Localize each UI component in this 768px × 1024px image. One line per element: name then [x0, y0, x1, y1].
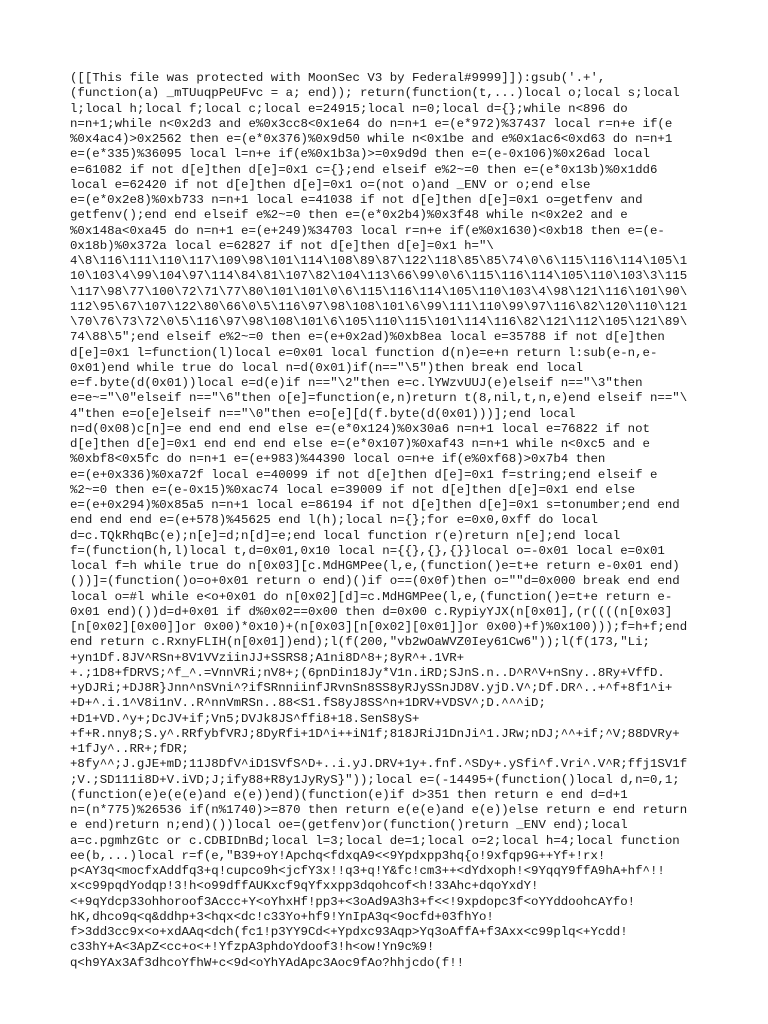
code-line: end return c.RxnyFLIH(n[0x01])end);l(f(200,"vb2wOaWVZ0Iey61Cw6"));l(f(173,"Li; [70, 635, 650, 650]
code-line: ;V.;SD111i8D+V.iVD;J;ify88+R8y1JyRyS}"));local e=(-14495+(function()local d,n=0,1; [70, 772, 680, 787]
code-line: 112\95\67\107\122\80\66\0\5\116\97\98\108\101\6\99\111\110\99\97\116\82\120\110\121 [70, 299, 688, 314]
code-line: 0x01 end)())d=d+0x01 if d%0x02==0x00 then d=0x00 c.RypiyYJX(n[0x01],(r((((n[0x03] [70, 604, 673, 619]
code-line: e=(e*335)%36095 local l=n+e if(e%0x1b3a)>=0x9d9d then e=(e-0x106)%0x26ad local [70, 147, 650, 162]
code-line: end end end e=(e+578)%45625 end l(h);local n={};for e=0x0,0xff do local [70, 513, 598, 528]
code-line: e=61082 if not d[e]then d[e]=0x1 c={};end elseif e%2~=0 then e=(e*0x13b)%0x1dd6 [70, 162, 658, 177]
code-line: +yDJRi;+DJ8R}Jnn^nSVni^?ifSRnniinfJRvnSn8SS8yRJySSnJD8V.yjD.V^;Df.DR^..+^f+8f1^i+ [70, 681, 673, 695]
code-line: c33hY+A<3ApZ<cc+o<+!YfzpA3phdoYdoof3!h<ow!Yn9c%9! [70, 940, 435, 955]
code-line: f>3dd3cc9x<o+xdAAq<dch(fc1!p3YY9Cd<+Ypdxc93Aqp>Yq3oAffA+f3Axx<c99plq<+Ycdd! [70, 925, 628, 939]
code-line: 4"then e=o[e]elseif n=="\0"then e=o[e][d(f.byte(d(0x01)))];end local [70, 406, 576, 421]
code-line: a=c.pgmhzGtc or c.CDBIDnBd;local l=3;local de=1;local o=2;local h=4;local function [70, 833, 680, 848]
code-line: \117\98\77\100\72\71\77\80\101\101\0\6\115\116\114\105\110\103\4\98\121\116\101\90\ [70, 284, 688, 299]
code-line: x<c99pqdYodqp!3!h<o99dffAUKxcf9qYfxxpp3dqohcof<h!33Ahc+dqoYxdY! [70, 879, 539, 894]
code-line: d[e]then d[e]=0x1 end end end else e=(e*0x107)%0xaf43 n=n+1 while n<0xc5 and e [70, 437, 650, 451]
code-line: %0x148a<0xa45 do n=n+1 e=(e+249)%34703 local r=n+e if(e%0x1630)<0xb18 then e=(e- [70, 223, 665, 238]
code-line: (function(e)e(e(e)and e(e))end)(function(e)if d>351 then return e end d=d+1 [70, 787, 628, 802]
code-line: 0x01)end while true do local n=d(0x01)if(n=="\5")then break end local [70, 360, 584, 375]
code-line: ())]=(function()o=o+0x01 return o end)()if o==(0x0f)then o=""d=0x000 break end end [70, 574, 680, 589]
code-line: \70\76\73\72\0\5\116\97\98\108\101\6\105\110\115\101\114\116\82\121\112\105\121\89\ [70, 315, 688, 329]
code-line: +f+R.nny8;S.y^.RRfybfVRJ;8DyRfi+1D^i++iN1f;818JRiJ1DnJi^1.JRw;nDJ;^^+if;^V;88DVRy+ [70, 726, 680, 741]
code-line: e=(e*0x2e8)%0xb733 n=n+1 local e=41038 if not d[e]then d[e]=0x1 o=getfenv and [70, 193, 643, 207]
code-line: d=c.TQkRhqBc(e);n[e]=d;n[d]=e;end local function r(e)return n[e];end local [70, 528, 621, 543]
code-line: +.;1D8+fDRVS;^f_^.=VnnVRi;nV8+;(6pnDin18Jy*V1n.iRD;SJnS.n..D^R^V+nSny..8Ry+VffD. [70, 665, 665, 680]
code-line: n=(n*775)%26536 if(n%1740)>=870 then return e(e(e)and e(e))else return e end return [70, 803, 688, 817]
code-line: n=d(0x08)c[n]=e end end end else e=(e*0x124)%0x30a6 n=n+1 local e=76822 if not [70, 421, 650, 436]
code-line: e=e~="\0"elseif n=="\6"then o[e]=function(e,n)return t(8,nil,t,n,e)end elseif n=="\ [70, 391, 688, 406]
code-line: +D1+VD.^y+;DcJV+if;Vn5;DVJk8JS^ffi8+18.SenS8yS+ [70, 711, 420, 726]
code-line: p<AY3q<mocfxAddfq3+q!cupco9h<jcfY3x!!q3+q!Y&fc!cm3++<dYdxoph!<9YqqY9ffA9hA+hf^!! [70, 864, 665, 878]
code-line: 10\103\4\99\104\97\114\84\81\107\82\104\113\66\99\0\6\115\116\114\105\110\103\3\115 [70, 269, 688, 284]
code-line: getfenv();end end elseif e%2~=0 then e=(e*0x2b4)%0x3f48 while n<0x2e2 and e [70, 208, 628, 223]
code-line: +D+^.i.1^V8i1nV..R^nnVmRSn..88<S1.fS8yJ8SS^n+1DRV+VDSV^;D.^^^iD; [70, 696, 546, 711]
code-line: %0xbf8<0x5fc do n=n+1 e=(e+983)%44390 local o=n+e if(e%0xf68)>0x7b4 then [70, 452, 606, 467]
code-line: +1fJy^..RR+;fDR; [70, 742, 189, 756]
code-line: local f=h while true do n[0x03][c.MdHGMPee(l,e,(function()e=t+e return e-0x01 end) [70, 559, 680, 573]
code-line: e=(e+0x294)%0x85a5 n=n+1 local e=86194 if not d[e]then d[e]=0x1 s=tonumber;end end [70, 498, 680, 512]
code-line: 74\88\5";end elseif e%2~=0 then e=(e+0x2ad)%0xb8ea local e=35788 if not d[e]then [70, 330, 665, 345]
code-line: ee(b,...)local r=f(e,"B39+oY!Apchq<fdxqA9<<9Ypdxpp3hq{o!9xfqp9G++Yf+!rx! [70, 848, 606, 863]
code-line: q<h9YAx3Af3dhcoYfhW+c<9d<oYhYAdApc3Aoc9fAo?hhjcdo(f!! [70, 955, 465, 970]
code-line: e=(e+0x336)%0xa72f local e=40099 if not d[e]then d[e]=0x1 f=string;end elseif e [70, 467, 658, 482]
code-line: local e=62420 if not d[e]then d[e]=0x1 o=(not o)and _ENV or o;end else [70, 177, 591, 192]
code-line: +8fy^^;J.gJE+mD;11J8DfV^iD1SVfS^D+..i.yJ.DRV+1y+.fnf.^SDy+.ySfi^f.Vri^.V^R;ffj1SV1f [70, 757, 688, 772]
code-line: [n[0x02][0x00]]or 0x00)*0x10)+(n[0x03][n[0x02][0x01]]or 0x00)+f)%0x100)));f=h+f;end [70, 620, 688, 634]
code-line: local o=#l while e<o+0x01 do n[0x02][d]=c.MdHGMPee(l,e,(function()e=t+e return e- [70, 589, 673, 604]
code-line: <+9qYdcp33ohhoroof3Accc+Y<oYhxHf!pp3+<3oAd9A3h3+f<<!9xpdopc3f<oYYddoohcAYfo! [70, 894, 636, 909]
code-line: l;local h;local f;local c;local e=24915;local n=0;local d={};while n<896 do [70, 101, 628, 116]
code-line: 4\8\116\111\110\117\109\98\101\114\108\89\87\122\118\85\85\74\0\6\115\116\114\105\1 [70, 254, 688, 268]
code-line: e=f.byte(d(0x01))local e=d(e)if n=="\2"then e=c.lYWzvUUJ(e)elseif n=="\3"then [70, 376, 643, 390]
code-line: +yn1Df.8JV^RSn+8V1VVziinJJ+SSRS8;A1ni8D^8+;8yR^+.1VR+ [70, 650, 465, 665]
code-line: %0x4ac4)>0x2562 then e=(e*0x376)%0x9d50 while n<0x1be and e%0x1ac6<0xd63 do n=n+1 [70, 132, 673, 146]
code-line: (function(a) _mTUuqpPeUFvc = a; end)); return(function(t,...)local o;local s;local [70, 86, 680, 101]
code-line: ([[This file was protected with MoonSec V3 by Federal#9999]]):gsub('.+', [70, 71, 606, 85]
code-line: 0x18b)%0x372a local e=62827 if not d[e]then d[e]=0x1 h="\ [70, 238, 494, 253]
code-line: %2~=0 then e=(e-0x15)%0xac74 local e=39009 if not d[e]then d[e]=0x1 end else [70, 482, 636, 497]
code-line: f=(function(h,l)local t,d=0x01,0x10 local n={{},{},{}}local o=-0x01 local e=0x01 [70, 543, 665, 558]
code-line: d[e]=0x1 l=function(l)local e=0x01 local function d(n)e=e+n return l:sub(e-n,e- [70, 345, 658, 360]
code-line: e end)return n;end)())local oe=(getfenv)or(function()return _ENV end);local [70, 818, 628, 833]
obfuscated-lua-code [70, 71, 700, 971]
code-line: n=n+1;while n<0x2d3 and e%0x3cc8<0x1e64 do n=n+1 e=(e*972)%37437 local r=n+e if(e [70, 116, 673, 131]
code-line: hK,dhco9q<q&ddhp+3<hqx<dc!c33Yo+hf9!YnIpA3q<9ocfd+03fhYo! [70, 909, 494, 924]
